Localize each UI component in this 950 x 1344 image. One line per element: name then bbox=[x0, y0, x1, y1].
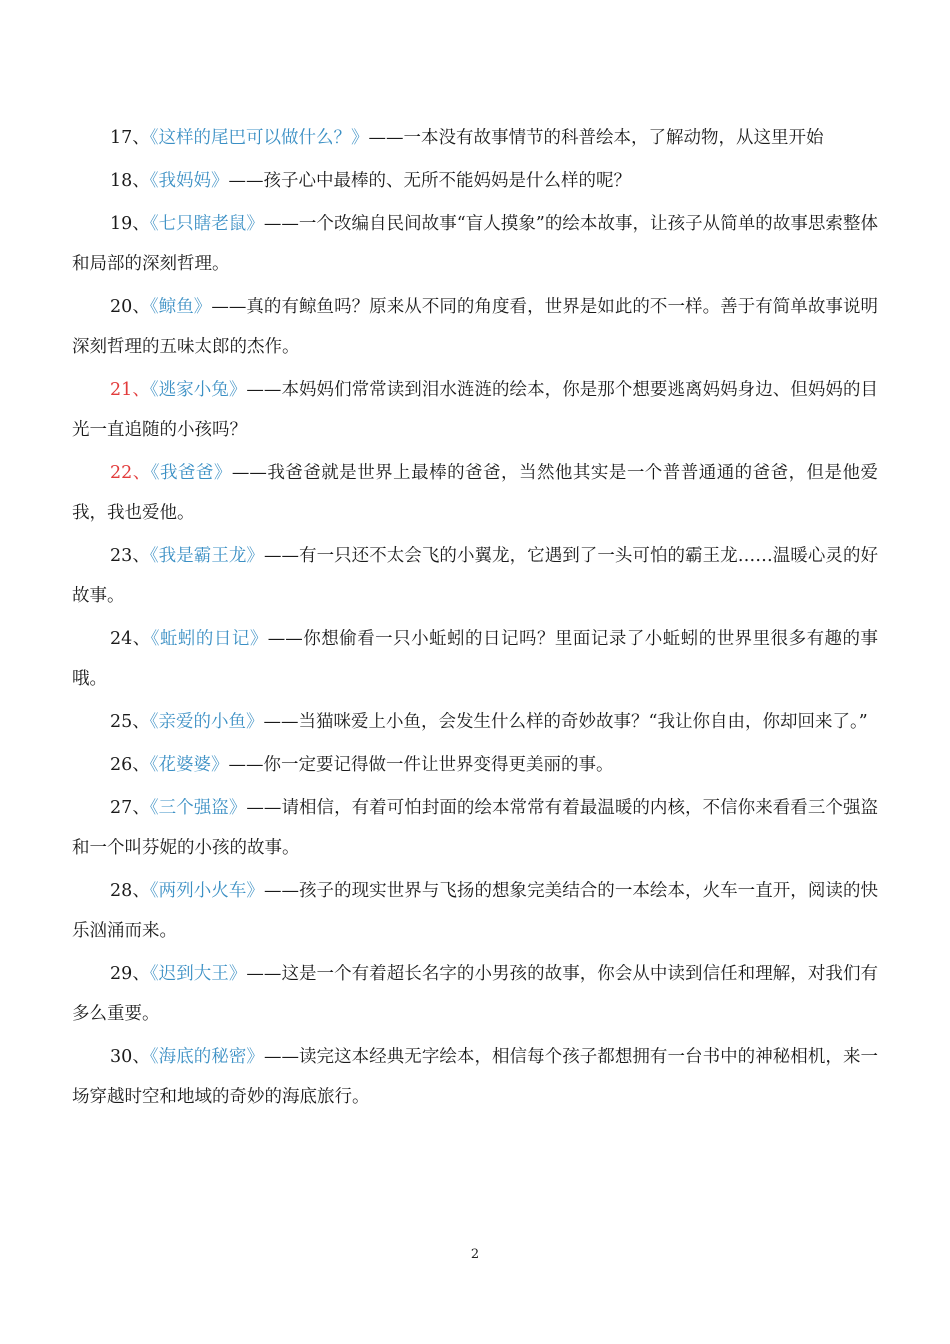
item-number: 19、 bbox=[110, 214, 150, 234]
list-item bbox=[72, 871, 878, 951]
book-description: ——请相信，有着可怕封面的绘本常常有着最温暖的内核，不信你来看看三个强盗和一个叫芬妮的小孩的故事。 bbox=[72, 798, 878, 858]
book-title: 《逃家小兔》 bbox=[149, 380, 247, 400]
list-item bbox=[72, 536, 878, 616]
book-description: ——你一定要记得做一件让世界变得更美丽的事。 bbox=[228, 755, 614, 775]
book-title: 《我妈妈》 bbox=[149, 171, 229, 191]
item-number: 28、 bbox=[110, 881, 150, 901]
book-title: 《三个强盗》 bbox=[149, 798, 247, 818]
list-item bbox=[72, 204, 878, 284]
book-description: ——当猫咪爱上小鱼，会发生什么样的奇妙故事？“我让你自由，你却回来了。” bbox=[263, 712, 868, 732]
book-title: 《亲爱的小鱼》 bbox=[149, 712, 264, 732]
book-description: ——有一只还不太会飞的小翼龙，它遇到了一头可怕的霸王龙……温暖心灵的好故事。 bbox=[72, 546, 879, 606]
item-number: 21、 bbox=[110, 380, 150, 400]
book-description: ——真的有鲸鱼吗？原来从不同的角度看，世界是如此的不一样。善于有简单故事说明深刻哲理的五味太郎的杰作。 bbox=[72, 297, 878, 357]
list-item bbox=[72, 370, 878, 450]
item-number: 24、 bbox=[110, 629, 151, 649]
book-title: 《花婆婆》 bbox=[149, 755, 229, 775]
item-number: 26、 bbox=[110, 755, 150, 775]
book-description: ——本妈妈们常常读到泪水涟涟的绘本，你是那个想要逃离妈妈身边、但妈妈的目光一直追随的小孩吗？ bbox=[72, 380, 878, 440]
list-item bbox=[72, 118, 878, 158]
book-description: ——孩子的现实世界与飞扬的想象完美结合的一本绘本，火车一直开，阅读的快乐汹涌而来。 bbox=[72, 881, 878, 941]
list-item bbox=[72, 453, 878, 533]
book-title: 《这样的尾巴可以做什么？》 bbox=[149, 128, 369, 148]
list-item bbox=[72, 619, 878, 699]
book-title: 《迟到大王》 bbox=[149, 964, 247, 984]
document-body bbox=[72, 118, 878, 1120]
item-number: 25、 bbox=[110, 712, 150, 732]
list-item bbox=[72, 954, 878, 1034]
item-number: 18、 bbox=[110, 171, 150, 191]
book-description: ——读完这本经典无字绘本，相信每个孩子都想拥有一台书中的神秘相机，来一场穿越时空和地域的奇妙的海底旅行。 bbox=[72, 1047, 878, 1107]
item-number: 20、 bbox=[110, 297, 150, 317]
item-number: 23、 bbox=[110, 546, 150, 566]
book-description: ——孩子心中最棒的、无所不能妈妈是什么样的呢？ bbox=[228, 171, 632, 191]
list-item bbox=[72, 745, 878, 785]
list-item bbox=[72, 161, 878, 201]
book-description: ——一本没有故事情节的科普绘本，了解动物，从这里开始 bbox=[368, 128, 824, 148]
book-description: ——我爸爸就是世界上最棒的爸爸，当然他其实是一个普普通通的爸爸，但是他爱我，我也爱他。 bbox=[72, 463, 878, 523]
book-title: 《蚯蚓的日记》 bbox=[150, 629, 268, 649]
book-title: 《鲸鱼》 bbox=[149, 297, 212, 317]
list-item bbox=[72, 1037, 878, 1117]
item-number: 30、 bbox=[110, 1047, 150, 1067]
book-title: 《我是霸王龙》 bbox=[149, 546, 264, 566]
book-description: ——一个改编自民间故事“盲人摸象”的绘本故事，让孩子从简单的故事思索整体和局部的深刻哲理。 bbox=[72, 214, 878, 274]
list-item bbox=[72, 788, 878, 868]
book-description: ——这是一个有着超长名字的小男孩的故事，你会从中读到信任和理解，对我们有多么重要。 bbox=[72, 964, 878, 1024]
page-number: 2 bbox=[470, 1247, 480, 1262]
book-title: 《七只瞎老鼠》 bbox=[149, 214, 264, 234]
item-number: 29、 bbox=[110, 964, 150, 984]
book-description: ——你想偷看一只小蚯蚓的日记吗？里面记录了小蚯蚓的世界里很多有趣的事哦。 bbox=[72, 629, 878, 689]
item-number: 17、 bbox=[110, 128, 150, 148]
item-number: 27、 bbox=[110, 798, 150, 818]
list-item bbox=[72, 702, 878, 742]
book-title: 《海底的秘密》 bbox=[149, 1047, 264, 1067]
book-title: 《我爸爸》 bbox=[150, 463, 232, 483]
item-number: 22、 bbox=[110, 463, 151, 483]
list-item bbox=[72, 287, 878, 367]
book-title: 《两列小火车》 bbox=[149, 881, 264, 901]
